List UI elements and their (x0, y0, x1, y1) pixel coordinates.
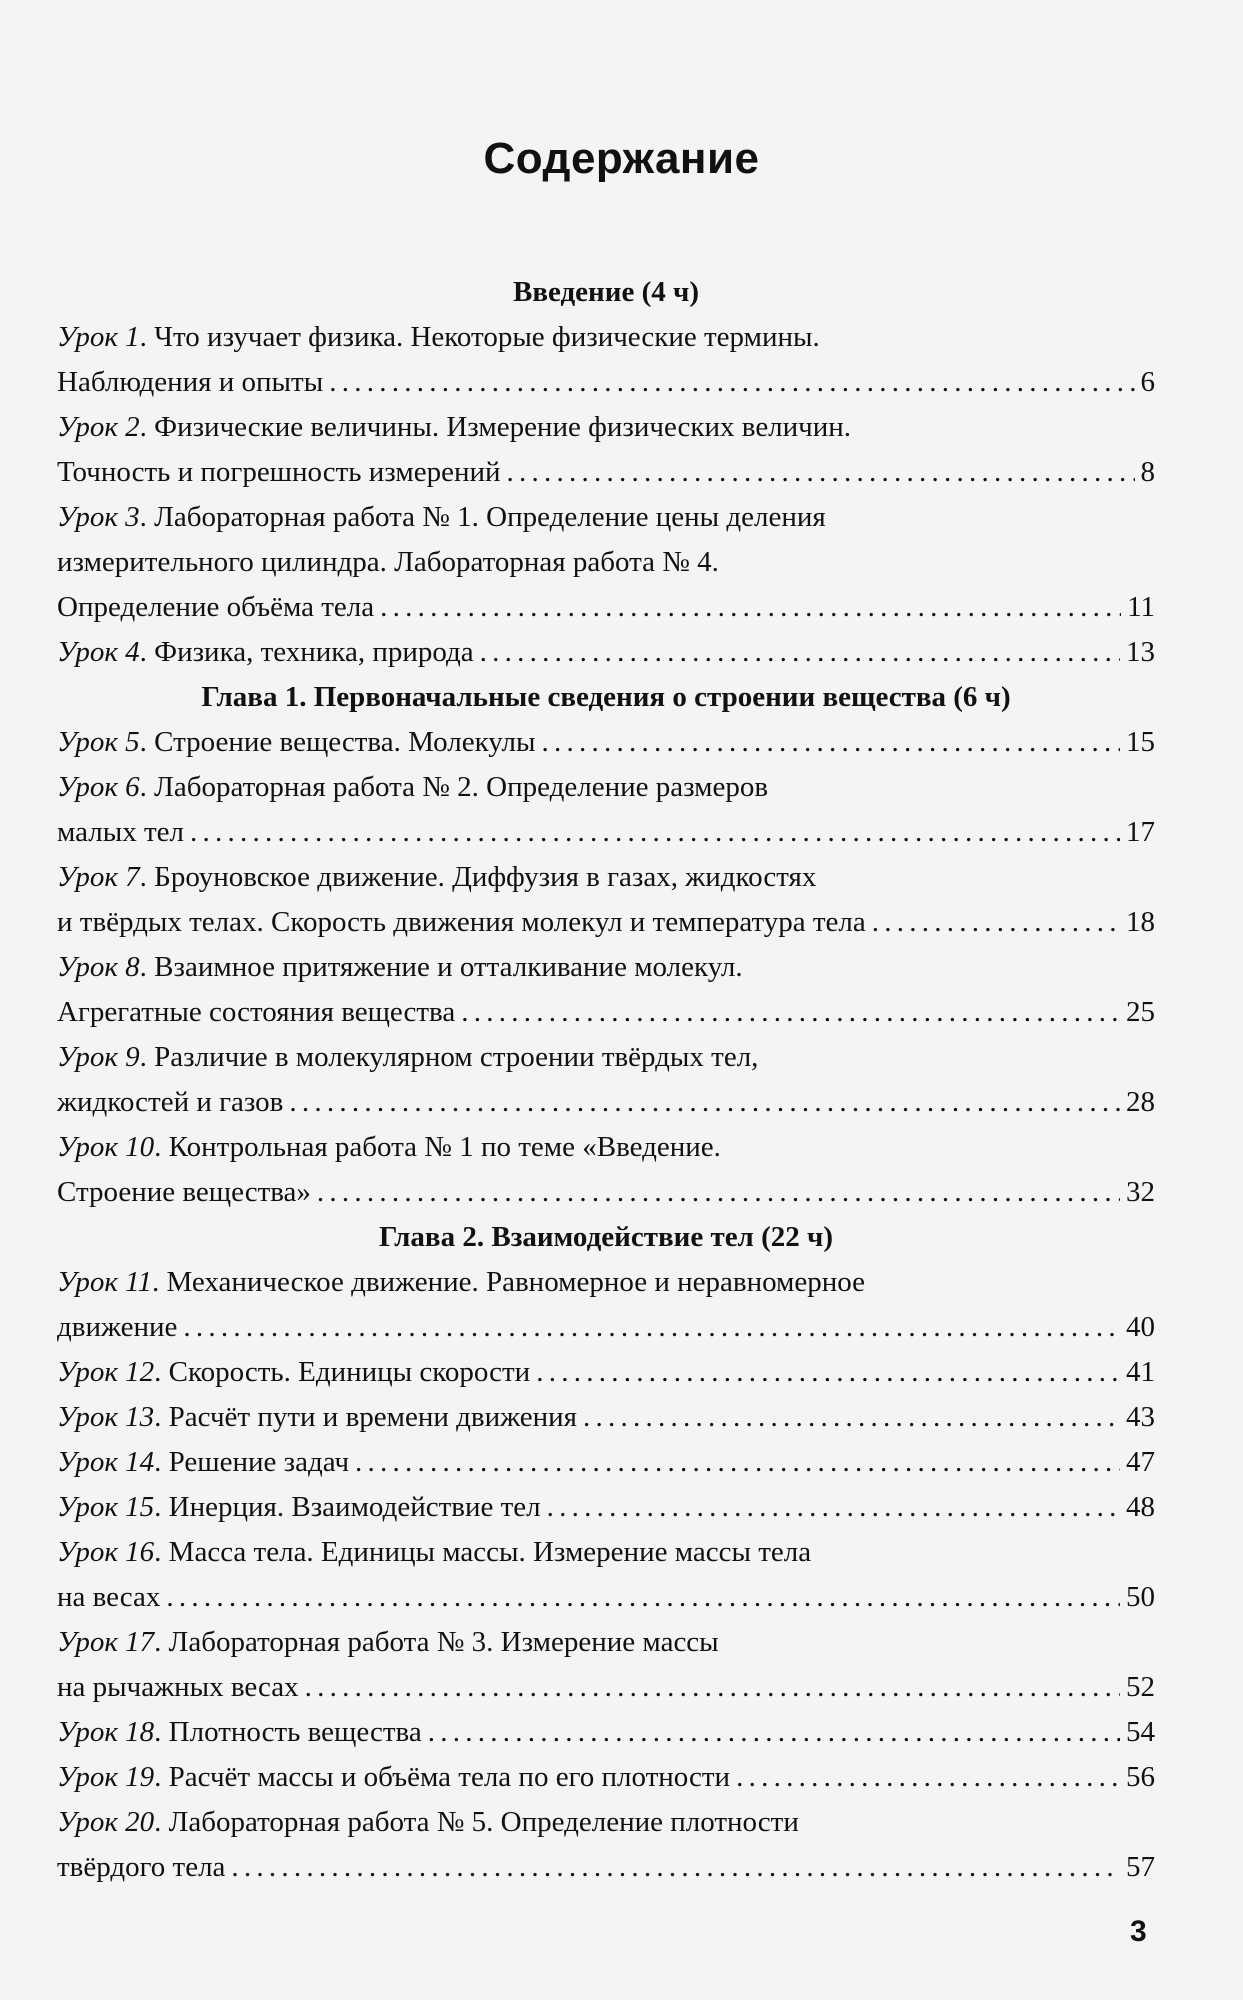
entry-page-number: 8 (1140, 456, 1155, 488)
entry-title: Строение вещества» (57, 1176, 311, 1208)
entry-page-number: 47 (1126, 1446, 1155, 1478)
entry-title: Лабораторная работа № 3. Измерение массы (168, 1626, 719, 1658)
section-heading: Глава 2. Взаимодействие тел (22 ч) (378, 1221, 834, 1253)
toc-entry[interactable] (57, 1440, 1155, 1485)
toc-entry[interactable] (57, 1800, 1155, 1890)
entry-page-number: 54 (1126, 1716, 1155, 1748)
toc-entry[interactable] (57, 765, 1155, 855)
toc-entry-line: Урок 9. Различие в молекулярном строении твёрдых тел, (57, 1041, 759, 1073)
lesson-label: Урок 6 (57, 771, 140, 803)
lesson-label: Урок 8 (57, 951, 140, 983)
entry-title: Броуновское движение. Диффузия в газах, жидкостях (154, 861, 817, 893)
entry-title: Физика, техника, природа (154, 636, 474, 668)
toc-entry-line: Урок 20. Лабораторная работа № 5. Определение плотности (57, 1806, 799, 1838)
lesson-label: Урок 3 (57, 501, 140, 533)
entry-page-number: 15 (1126, 726, 1155, 758)
entry-title: Различие в молекулярном строении твёрдых тел, (154, 1041, 759, 1073)
toc-entry[interactable] (57, 495, 1155, 630)
dot-leader (541, 720, 1120, 765)
lesson-label: Урок 7 (57, 861, 140, 893)
dot-leader (355, 1440, 1120, 1485)
entry-title: жидкостей и газов (57, 1086, 284, 1118)
lesson-label: Урок 1 (57, 321, 140, 353)
toc-entry-line: Урок 10. Контрольная работа № 1 по теме «Введение. (57, 1131, 721, 1163)
lesson-label: Урок 9 (57, 1041, 140, 1073)
toc-entry-line: Урок 11. Механическое движение. Равномерное и неравномерное (57, 1266, 866, 1298)
entry-page-number: 13 (1126, 636, 1155, 668)
entry-page-number: 41 (1126, 1356, 1155, 1388)
dot-leader (329, 360, 1134, 405)
entry-title: Наблюдения и опыты (57, 366, 324, 398)
dot-leader (380, 585, 1121, 630)
toc-entry[interactable] (57, 1755, 1155, 1800)
entry-title: измерительного цилиндра. Лабораторная работа № 4. (57, 546, 719, 578)
toc-entry-line: Урок 17. Лабораторная работа № 3. Измерение массы (57, 1626, 719, 1658)
toc-entry-line (57, 1305, 1155, 1350)
toc-entry-line: Урок 3. Лабораторная работа № 1. Определение цены деления (57, 501, 826, 533)
table-of-contents (57, 270, 1155, 1890)
dot-leader (166, 1575, 1120, 1620)
toc-entry-line: Урок 2. Физические величины. Измерение физических величин. (57, 411, 852, 443)
toc-entry[interactable] (57, 945, 1155, 1035)
toc-entry[interactable] (57, 1620, 1155, 1710)
entry-title: Что изучает физика. Некоторые физические термины. (154, 321, 820, 353)
entry-page-number: 43 (1126, 1401, 1155, 1433)
entry-page-number: 52 (1126, 1671, 1155, 1703)
page-number: 3 (1130, 1915, 1147, 1948)
entry-title: Масса тела. Единицы массы. Измерение массы тела (168, 1536, 812, 1568)
dot-leader (190, 810, 1120, 855)
toc-entry-line: Урок 19. Расчёт массы и объёма тела по его плотности . . . 56 (57, 1755, 1155, 1800)
lesson-label: Урок 19 (57, 1761, 155, 1793)
entry-title: Плотность вещества (168, 1716, 422, 1748)
entry-page-number: 28 (1126, 1086, 1155, 1118)
toc-entry[interactable] (57, 1395, 1155, 1440)
entry-title: Лабораторная работа № 1. Определение цены деления (154, 501, 826, 533)
entry-title: Лабораторная работа № 2. Определение размеров (154, 771, 769, 803)
toc-entry[interactable] (57, 1710, 1155, 1755)
entry-title: Расчёт пути и времени движения (168, 1401, 578, 1433)
dot-leader (428, 1710, 1120, 1755)
lesson-label: Урок 5 (57, 726, 140, 758)
toc-entry-line (57, 810, 1155, 855)
entry-title: на весах (57, 1581, 161, 1613)
entry-title: Расчёт массы и объёма тела по его плотности (168, 1761, 731, 1793)
lesson-label: Урок 15 (57, 1491, 155, 1523)
toc-entry[interactable] (57, 1530, 1155, 1620)
toc-entry[interactable] (57, 1350, 1155, 1395)
lesson-label: Урок 17 (57, 1626, 155, 1658)
dot-leader (461, 990, 1120, 1035)
entry-page-number: 17 (1126, 816, 1155, 848)
lesson-label: Урок 11 (57, 1266, 153, 1298)
toc-entry-line: Урок 14. Решение задач . . . 47 (57, 1440, 1155, 1485)
entry-page-number: 18 (1126, 906, 1155, 938)
entry-page-number: 50 (1126, 1581, 1155, 1613)
page-title: Содержание (483, 134, 760, 183)
entry-page-number: 32 (1126, 1176, 1155, 1208)
entry-title: Строение вещества. Молекулы (154, 726, 536, 758)
dot-leader (183, 1305, 1120, 1350)
entry-title: малых тел (57, 816, 185, 848)
dot-leader (507, 450, 1135, 495)
entry-page-number: 25 (1126, 996, 1155, 1028)
lesson-label: Урок 16 (57, 1536, 155, 1568)
lesson-label: Урок 10 (57, 1131, 155, 1163)
toc-entry-line: Урок 7. Броуновское движение. Диффузия в газах, жидкостях (57, 861, 817, 893)
toc-entry[interactable] (57, 1485, 1155, 1530)
toc-entry[interactable] (57, 630, 1155, 675)
toc-entry-line: Урок 4. Физика, техника, природа . . . 13 (57, 630, 1155, 675)
section-heading: Введение (4 ч) (513, 276, 699, 308)
toc-entry-line (57, 1665, 1155, 1710)
toc-entry[interactable] (57, 1260, 1155, 1350)
entry-title: движение (57, 1311, 178, 1343)
toc-entry[interactable] (57, 315, 1155, 405)
entry-title: Взаимное притяжение и отталкивание молекул. (154, 951, 743, 983)
lesson-label: Урок 4 (57, 636, 140, 668)
toc-entry-line (57, 585, 1155, 630)
toc-entry-line (57, 1575, 1155, 1620)
toc-entry-line: Урок 13. Расчёт пути и времени движения . . . 43 (57, 1395, 1155, 1440)
entry-title: Скорость. Единицы скорости (168, 1356, 531, 1388)
entry-title: Механическое движение. Равномерное и неравномерное (166, 1266, 866, 1298)
dot-leader (305, 1665, 1120, 1710)
toc-entry-line (57, 1080, 1155, 1125)
toc-entry-line: Урок 18. Плотность вещества . . . 54 (57, 1710, 1155, 1755)
lesson-label: Урок 20 (57, 1806, 155, 1838)
entry-title: на рычажных весах (57, 1671, 299, 1703)
toc-entry-line: Урок 12. Скорость. Единицы скорости . . . 41 (57, 1350, 1155, 1395)
dot-leader (536, 1350, 1120, 1395)
entry-page-number: 56 (1126, 1761, 1155, 1793)
entry-title: Лабораторная работа № 5. Определение плотности (168, 1806, 799, 1838)
toc-entry-line (57, 450, 1155, 495)
toc-entry-line: Урок 16. Масса тела. Единицы массы. Измерение массы тела (57, 1536, 812, 1568)
toc-entry-line: Урок 5. Строение вещества. Молекулы . . . 15 (57, 720, 1155, 765)
entry-title: Решение задач (168, 1446, 350, 1478)
lesson-label: Урок 13 (57, 1401, 155, 1433)
entry-title: твёрдого тела (57, 1851, 226, 1883)
toc-entry[interactable] (57, 720, 1155, 765)
dot-leader (872, 900, 1120, 945)
entry-page-number: 57 (1126, 1851, 1155, 1883)
entry-title: Точность и погрешность измерений (57, 456, 501, 488)
toc-entry-line (57, 990, 1155, 1035)
toc-entry-line (57, 1170, 1155, 1215)
toc-entry-line: Урок 1. Что изучает физика. Некоторые физические термины. (57, 321, 820, 353)
entry-title: Определение объёма тела (57, 591, 375, 623)
lesson-label: Урок 18 (57, 1716, 155, 1748)
toc-entry[interactable] (57, 855, 1155, 945)
toc-entry-line: Урок 15. Инерция. Взаимодействие тел . . . 48 (57, 1485, 1155, 1530)
entry-page-number: 6 (1140, 366, 1155, 398)
section-heading: Глава 1. Первоначальные сведения о строении вещества (6 ч) (201, 681, 1011, 713)
toc-entry[interactable] (57, 405, 1155, 495)
toc-entry[interactable] (57, 1125, 1155, 1215)
dot-leader (289, 1080, 1120, 1125)
entry-page-number: 11 (1127, 591, 1155, 623)
toc-entry-line (57, 360, 1155, 405)
entry-title: Физические величины. Измерение физических величин. (154, 411, 852, 443)
entry-page-number: 40 (1126, 1311, 1155, 1343)
toc-entry-line (57, 900, 1155, 945)
entry-title: Контрольная работа № 1 по теме «Введение. (168, 1131, 721, 1163)
dot-leader (317, 1170, 1120, 1215)
dot-leader (583, 1395, 1120, 1440)
toc-entry-line: Урок 6. Лабораторная работа № 2. Определение размеров (57, 771, 769, 803)
lesson-label: Урок 12 (57, 1356, 155, 1388)
lesson-label: Урок 14 (57, 1446, 155, 1478)
toc-entry-line (57, 540, 1155, 585)
dot-leader (547, 1485, 1120, 1530)
entry-title: Агрегатные состояния вещества (57, 996, 456, 1028)
entry-title: Инерция. Взаимодействие тел (168, 1491, 541, 1523)
entry-page-number: 48 (1126, 1491, 1155, 1523)
lesson-label: Урок 2 (57, 411, 140, 443)
dot-leader (736, 1755, 1120, 1800)
entry-title: и твёрдых телах. Скорость движения молекул и температура тела (57, 906, 866, 938)
toc-entry-line (57, 1845, 1155, 1890)
toc-entry[interactable] (57, 1035, 1155, 1125)
dot-leader (231, 1845, 1120, 1890)
dot-leader (480, 630, 1120, 675)
toc-entry-line: Урок 8. Взаимное притяжение и отталкивание молекул. (57, 951, 743, 983)
